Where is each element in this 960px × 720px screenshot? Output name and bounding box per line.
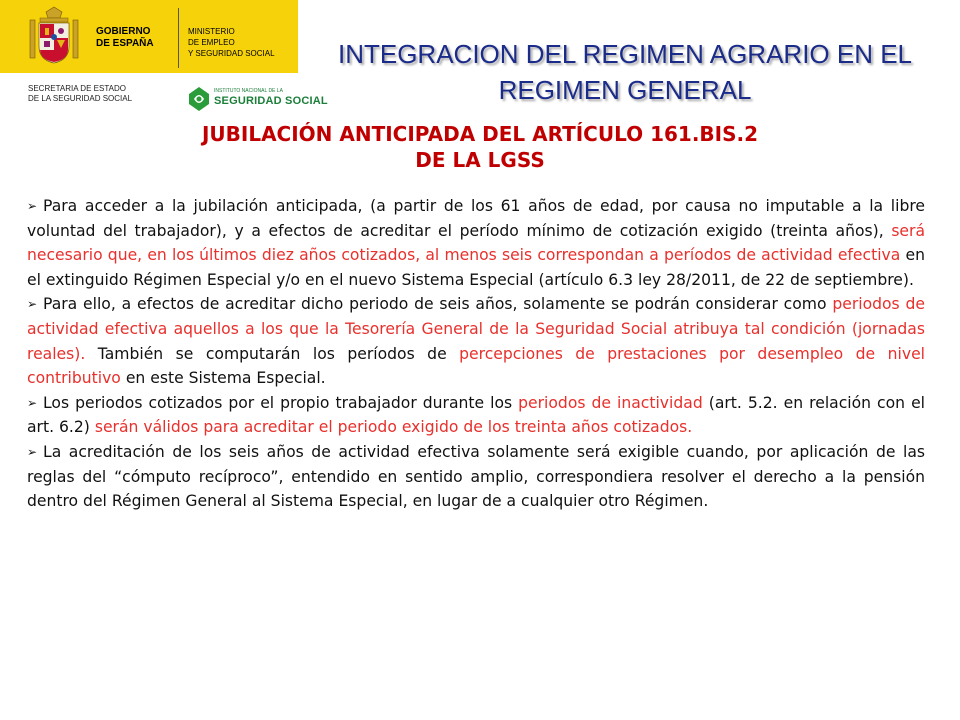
paragraph-reciprocal-computation: ➢ La acreditación de los seis años de actividad efectiva solamente será exigible cuando, por aplicación de las reglas del “cómputo recíproco”, entendido en sentido amplio, correspondiera resolver el derecho a la pensión dentro del Régimen General al Sistema Especial, en lugar de a cualquier otro Régimen. xyxy=(27,440,925,514)
coat-of-arms-icon xyxy=(28,6,80,66)
secretaria-band xyxy=(0,73,328,118)
paragraph-effective-activity: ➢ Para ello, a efectos de acreditar dicho periodo de seis años, solamente se podrán considerar como periodos de actividad efectiva aquellos a los que la Tesorería General de la Seguridad Social atribuya tal condición (jornadas reales). También se computarán los períodos de percepciones de prestaciones por desempleo de nivel contributivo en este Sistema Especial. xyxy=(27,292,925,390)
content-body xyxy=(27,194,925,514)
bullet-arrow-icon: ➢ xyxy=(27,297,38,312)
header-divider xyxy=(178,8,179,68)
seguridad-social-logo: INSTITUTO NACIONAL DE LA SEGURIDAD SOCIAL xyxy=(188,84,298,114)
paragraph-early-retirement: ➢ Para acceder a la jubilación anticipada, (a partir de los 61 años de edad, por causa no imputable a la libre voluntad del trabajador), y a efectos de acreditar el período mínimo de cotización exigido (treinta años), será necesario que, en los últimos diez años cotizados, al menos seis correspondan a períodos de actividad efectiva en el extinguido Régimen Especial y/o en el nuevo Sistema Especial (artículo 6.3 ley 28/2011, de 22 de septiembre). xyxy=(27,194,925,292)
government-name: GOBIERNO DE ESPAÑA xyxy=(96,26,154,49)
seguridad-social-logo-icon xyxy=(188,86,210,112)
page-title: INTEGRACION DEL REGIMEN AGRARIO EN EL REGIMEN GENERAL xyxy=(337,39,913,105)
bullet-arrow-icon: ➢ xyxy=(27,199,38,213)
bullet-arrow-icon: ➢ xyxy=(27,395,38,410)
section-subtitle: JUBILACIÓN ANTICIPADA DEL ARTÍCULO 161.BIS.2 DE LA LGSS xyxy=(201,122,759,172)
secretaria-name: SECRETARIA DE ESTADO DE LA SEGURIDAD SOCIAL xyxy=(28,84,133,103)
ministry-name: MINISTERIO DE EMPLEO Y SEGURIDAD SOCIAL xyxy=(188,27,275,58)
paragraph-inactivity-periods: ➢ Los periodos cotizados por el propio trabajador durante los periodos de inactividad (art. 5.2. en relación con el art. 6.2) serán válidos para acreditar el periodo exigido de los treinta años cotizados. xyxy=(27,391,925,440)
government-header-band xyxy=(0,0,298,73)
bullet-arrow-icon: ➢ xyxy=(27,444,38,459)
